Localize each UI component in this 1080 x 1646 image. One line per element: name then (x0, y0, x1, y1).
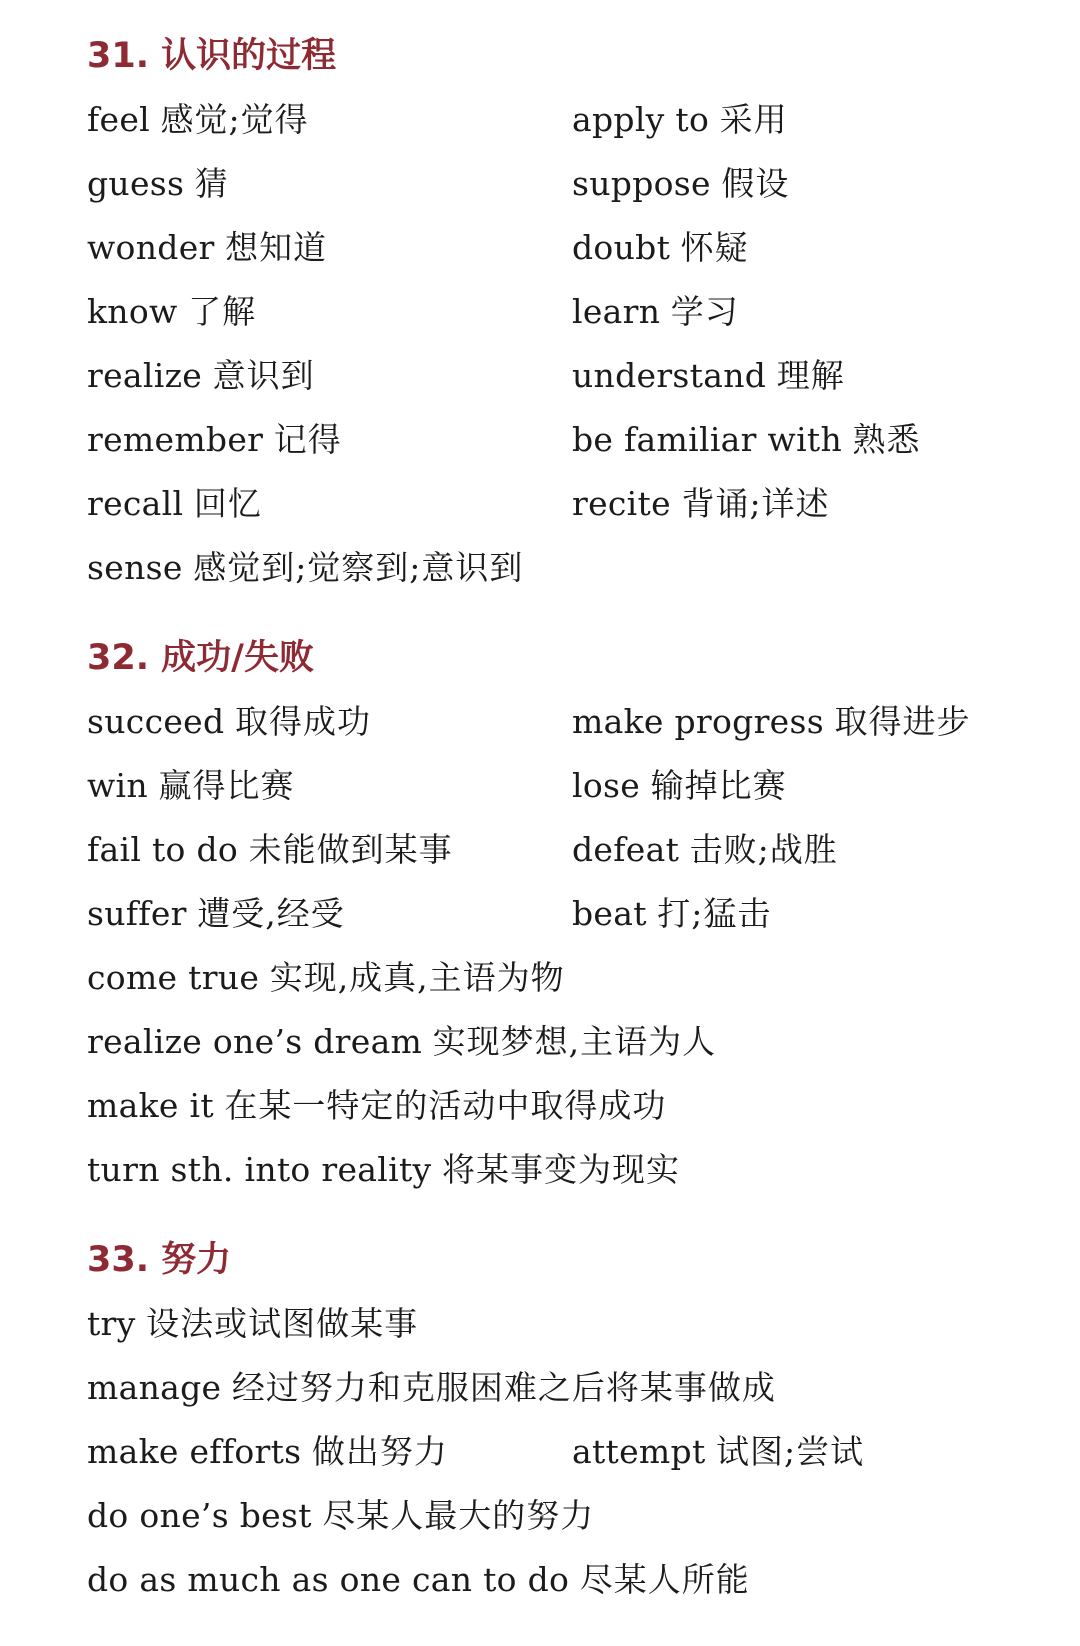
vocab-entry (572, 216, 749, 280)
entry-english: fail to do (87, 830, 239, 869)
section-31 (87, 24, 1040, 600)
entry-english: know (87, 292, 178, 331)
entry-english: realize (87, 356, 203, 395)
entry-english: apply to (572, 100, 710, 139)
entry-chinese: 在某一特定的活动中取得成功 (224, 1086, 667, 1125)
entry-row (87, 754, 1040, 818)
entry-chinese: 实现,成真,主语为物 (269, 958, 565, 997)
entry-chinese: 遭受,经受 (197, 894, 345, 933)
entry-english: remember (87, 420, 264, 459)
vocab-entry (87, 754, 572, 818)
entry-row (87, 1484, 1040, 1548)
entry-chinese: 设法或试图做某事 (146, 1304, 419, 1343)
entry-english: recall (87, 484, 184, 523)
entry-english: recite (572, 484, 671, 523)
entry-row (87, 1010, 1040, 1074)
entry-english: make progress (572, 702, 824, 741)
entry-english: come true (87, 958, 260, 997)
vocab-entry (87, 1138, 680, 1202)
vocab-entry (87, 1356, 776, 1420)
section-gap (87, 1202, 1040, 1228)
entry-chinese: 尽某人最大的努力 (322, 1496, 595, 1535)
entry-english: do one’s best (87, 1496, 312, 1535)
section-heading: 32. 成功/失败 (87, 638, 314, 678)
entry-row (87, 152, 1040, 216)
entry-english: win (87, 766, 148, 805)
entry-chinese: 打;猛击 (657, 894, 772, 933)
entry-chinese: 做出努力 (311, 1432, 448, 1471)
vocab-entry (87, 818, 572, 882)
entry-english: manage (87, 1368, 222, 1407)
entry-english: turn sth. into reality (87, 1150, 432, 1189)
entry-row (87, 472, 1040, 536)
entry-chinese: 了解 (188, 292, 257, 331)
entry-row (87, 1138, 1040, 1202)
entry-english: beat (572, 894, 647, 933)
entry-row (87, 408, 1040, 472)
entry-english: be familiar with (572, 420, 843, 459)
vocab-entry (572, 882, 771, 946)
vocab-entry (572, 88, 788, 152)
entry-chinese: 回忆 (193, 484, 262, 523)
vocab-entry (572, 1420, 864, 1484)
vocab-entry (87, 216, 572, 280)
vocab-entry (87, 1548, 750, 1612)
entry-chinese: 怀疑 (680, 228, 749, 267)
entry-english: do as much as one can to do (87, 1560, 570, 1599)
entry-english: make efforts (87, 1432, 302, 1471)
entry-chinese: 未能做到某事 (248, 830, 453, 869)
section-gap (87, 600, 1040, 626)
entry-english: lose (572, 766, 641, 805)
entry-chinese: 试图;尝试 (716, 1432, 865, 1471)
section-heading: 33. 努力 (87, 1240, 232, 1280)
entry-english: suppose (572, 164, 711, 203)
vocab-entry (572, 408, 921, 472)
entry-chinese: 意识到 (212, 356, 315, 395)
entry-row (87, 1074, 1040, 1138)
entry-chinese: 实现梦想,主语为人 (432, 1022, 717, 1061)
entry-english: wonder (87, 228, 215, 267)
entry-chinese: 取得成功 (234, 702, 371, 741)
entry-english: suffer (87, 894, 187, 933)
section-heading: 31. 认识的过程 (87, 36, 337, 76)
vocab-entry (87, 946, 565, 1010)
entry-chinese: 将某事变为现实 (441, 1150, 680, 1189)
entry-chinese: 猜 (194, 164, 229, 203)
vocab-entry (87, 536, 523, 600)
vocab-entry (572, 472, 830, 536)
vocab-entry (572, 152, 789, 216)
entry-row (87, 818, 1040, 882)
vocab-entry (572, 754, 787, 818)
vocab-entry (87, 344, 572, 408)
entry-chinese: 记得 (273, 420, 342, 459)
vocab-entry (87, 1074, 666, 1138)
vocab-entry (87, 1010, 716, 1074)
entry-chinese: 取得进步 (834, 702, 971, 741)
entry-chinese: 背诵;详述 (681, 484, 830, 523)
entry-english: learn (572, 292, 661, 331)
entry-chinese: 采用 (719, 100, 788, 139)
entry-chinese: 熟悉 (852, 420, 921, 459)
section-32 (87, 626, 1040, 1202)
entry-english: feel (87, 100, 151, 139)
entry-chinese: 输掉比赛 (650, 766, 787, 805)
vocab-entry (572, 344, 845, 408)
entry-english: realize one’s dream (87, 1022, 423, 1061)
vocab-entry (87, 690, 572, 754)
entry-row (87, 280, 1040, 344)
entry-english: attempt (572, 1432, 706, 1471)
vocab-entry (87, 152, 572, 216)
entry-english: doubt (572, 228, 671, 267)
entry-row (87, 946, 1040, 1010)
vocab-entry (572, 280, 739, 344)
entry-english: succeed (87, 702, 225, 741)
entry-row (87, 88, 1040, 152)
entry-row (87, 216, 1040, 280)
vocab-entry (87, 1484, 594, 1548)
entry-chinese: 赢得比赛 (158, 766, 295, 805)
entry-english: defeat (572, 830, 680, 869)
vocab-entry (87, 280, 572, 344)
vocab-entry (87, 882, 572, 946)
entry-english: try (87, 1304, 136, 1343)
entry-chinese: 假设 (721, 164, 790, 203)
entry-chinese: 感觉;觉得 (160, 100, 309, 139)
entry-chinese: 想知道 (225, 228, 328, 267)
vocab-entry (87, 472, 572, 536)
entry-chinese: 感觉到;觉察到;意识到 (193, 548, 524, 587)
entry-row (87, 1420, 1040, 1484)
entry-row (87, 1292, 1040, 1356)
entry-english: sense (87, 548, 183, 587)
entry-row (87, 344, 1040, 408)
entry-row (87, 1356, 1040, 1420)
entry-list (87, 1292, 1040, 1612)
entry-chinese: 学习 (670, 292, 739, 331)
vocab-entry (572, 690, 970, 754)
entry-chinese: 理解 (776, 356, 845, 395)
entry-english: understand (572, 356, 767, 395)
entry-chinese: 经过努力和克服困难之后将某事做成 (231, 1368, 776, 1407)
vocab-entry (87, 1292, 418, 1356)
vocab-entry (87, 1420, 572, 1484)
entry-row (87, 1548, 1040, 1612)
entry-english: guess (87, 164, 185, 203)
entry-chinese: 击败;战胜 (689, 830, 838, 869)
vocab-entry (87, 408, 572, 472)
entry-english: make it (87, 1086, 214, 1125)
entry-list (87, 690, 1040, 1202)
vocab-entry (572, 818, 838, 882)
entry-chinese: 尽某人所能 (579, 1560, 750, 1599)
entry-row (87, 690, 1040, 754)
entry-list (87, 88, 1040, 600)
section-33 (87, 1228, 1040, 1612)
vocab-entry (87, 88, 572, 152)
entry-row (87, 882, 1040, 946)
entry-row (87, 536, 1040, 600)
